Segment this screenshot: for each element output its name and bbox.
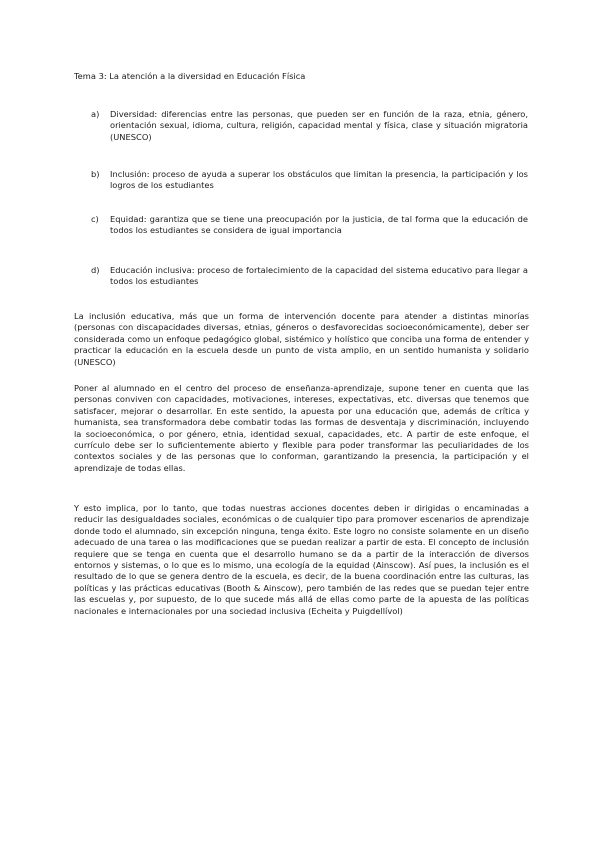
item-marker: b) <box>91 169 100 179</box>
document-title: Tema 3: La atención a la diversidad en Educación Física <box>74 71 306 81</box>
item-marker: a) <box>91 109 100 119</box>
item-text: Diversidad: diferencias entre las personas, que pueden ser en función de la raza, etnia, género, orientación sexual, idioma, cultura, religión, capacidad mental y física, clase y situación migratoria (UNESCO) <box>110 109 528 142</box>
paragraph-inclusion-educativa: La inclusión educativa, más que un forma de intervención docente para atender a distintas minorías (personas con discapacidades diversas, etnias, géneros o desfavorecidas socioeconómicamente), deber ser considerada como un enfoque pedagógico global, sistémico y holístico que conciba una forma de entender y practicar la educación en la escuela desde un punto de vista amplio, en un sentido humanista y solidario (UNESCO) <box>74 311 529 367</box>
item-marker: d) <box>91 265 100 275</box>
paragraph-acciones-docentes: Y esto implica, por lo tanto, que todas nuestras acciones docentes deben ir dirigidas o encaminadas a reducir las desigualdades sociales, económicas o de cualquier tipo para promover escenarios de aprendizaje donde todo el alumnado, sin excepción ninguna, tenga éxito. Este logro no consiste solamente en un diseño adecuado de una tarea o las modificaciones que se puedan realizar a partir de esta. El concepto de inclusión requiere que se tenga en cuenta que el desarrollo humano se da a partir de la interacción de diversos entornos y sistemas, o lo que es lo mismo, una ecología de la equidad (Ainscow). Así pues, la inclusión es el resultado de lo que se genera dentro de la escuela, es decir, de la buena coordinación entre las culturas, las políticas y las prácticas educativas (Booth & Ainscow), pero también de las redes que se puedan tejer entre las escuelas y, por supuesto, de lo que sucede más allá de ellas como parte de la apuesta de las políticas nacionales e internacionales por una sociedad inclusiva (Echeita y Puigdellívol) <box>74 503 529 616</box>
definition-item-equidad <box>91 214 528 237</box>
definition-item-inclusion <box>91 169 528 192</box>
item-text: Educación inclusiva: proceso de fortalecimiento de la capacidad del sistema educativo para llegar a todos los estudiantes <box>110 265 528 287</box>
item-text: Inclusión: proceso de ayuda a superar los obstáculos que limitan la presencia, la participación y los logros de los estudiantes <box>110 169 528 191</box>
definition-item-diversidad <box>91 109 528 143</box>
item-text: Equidad: garantiza que se tiene una preocupación por la justicia, de tal forma que la educación de todos los estudiantes se considera de igual importancia <box>110 214 528 236</box>
definition-item-educacion-inclusiva <box>91 265 528 288</box>
paragraph-alumnado-centro: Poner al alumnado en el centro del proceso de enseñanza-aprendizaje, supone tener en cuenta que las personas conviven con capacidades, motivaciones, intereses, expectativas, etc. diversas que tenemos que satisfacer, mejorar o desarrollar. En este sentido, la apuesta por una educación que, además de crítica y humanista, sea transformadora debe combatir todas las formas de desventaja y discriminación, incluyendo la socioeconómica, o por género, etnia, identidad sexual, capacidades, etc. A partir de este enfoque, el currículo debe ser lo suficientemente abierto y flexible para poder transformar las peculiaridades de los contextos sociales y de las personas que lo conforman, garantizando la presencia, la participación y el aprendizaje de todas ellas. <box>74 383 529 473</box>
item-marker: c) <box>91 214 99 224</box>
